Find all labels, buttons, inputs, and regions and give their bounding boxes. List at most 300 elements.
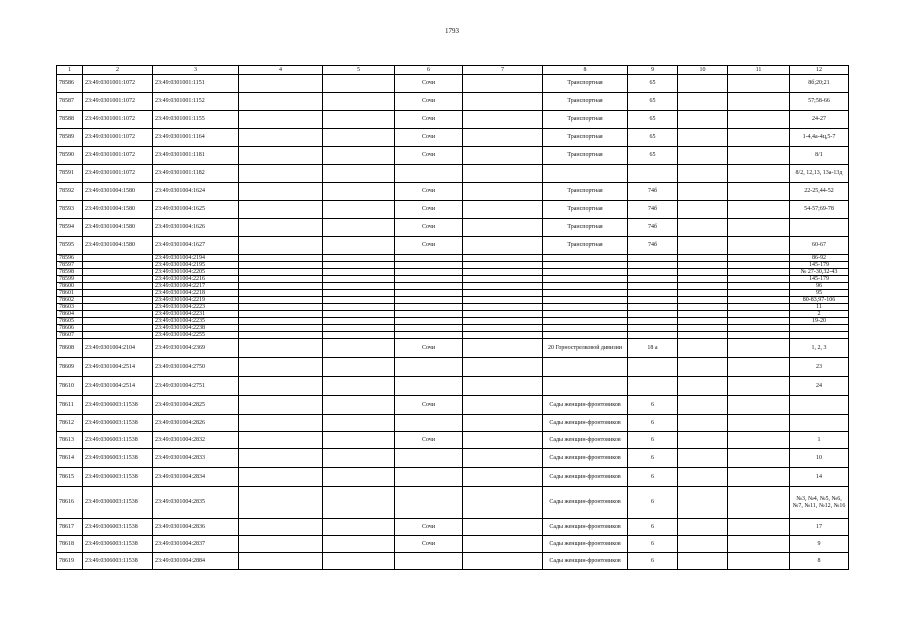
table-row xyxy=(57,487,849,519)
table-row xyxy=(57,432,849,449)
table-cell xyxy=(395,332,463,339)
table-cell xyxy=(678,325,728,332)
table-cell: 6 xyxy=(628,487,678,519)
table-row xyxy=(57,93,849,111)
table-cell xyxy=(239,468,323,487)
table-cell xyxy=(463,297,543,304)
table-cell: 78595 xyxy=(57,237,83,255)
table-cell xyxy=(678,377,728,396)
table-cell xyxy=(463,311,543,318)
table-cell xyxy=(83,255,153,262)
table-cell xyxy=(628,255,678,262)
table-cell xyxy=(83,304,153,311)
table-cell: 8б;20;21 xyxy=(790,75,849,93)
table-cell: 65 xyxy=(628,75,678,93)
table-row xyxy=(57,415,849,432)
table-cell xyxy=(678,297,728,304)
table-cell xyxy=(395,318,463,325)
table-cell: 23:49:0301004:2514 xyxy=(83,358,153,377)
table-cell xyxy=(463,339,543,358)
table-cell: 1 xyxy=(790,432,849,449)
table-cell xyxy=(543,262,628,269)
table-cell xyxy=(728,339,790,358)
table-cell: 23:49:0301001:1181 xyxy=(153,147,239,165)
table-cell: 23:49:0301001:1072 xyxy=(83,129,153,147)
table-cell: 74б xyxy=(628,237,678,255)
table-row xyxy=(57,255,849,262)
table-cell: 23:49:0301004:2750 xyxy=(153,358,239,377)
table-cell xyxy=(463,276,543,283)
table-cell xyxy=(463,519,543,536)
table-cell: 78616 xyxy=(57,487,83,519)
table-cell xyxy=(323,297,395,304)
table-cell: 22-25,44-52 xyxy=(790,183,849,201)
table-cell xyxy=(678,339,728,358)
table-cell: 23:49:0301004:2833 xyxy=(153,449,239,468)
table-cell: 23:49:0306003:11538 xyxy=(83,396,153,415)
table-cell: 23:49:0301004:2205 xyxy=(153,269,239,276)
table-cell xyxy=(728,396,790,415)
table-row xyxy=(57,269,849,276)
table-cell: 78617 xyxy=(57,519,83,536)
table-cell xyxy=(678,262,728,269)
table-cell: 17 xyxy=(790,519,849,536)
table-cell: 78614 xyxy=(57,449,83,468)
table-cell xyxy=(463,396,543,415)
table-cell xyxy=(463,487,543,519)
table-cell xyxy=(543,255,628,262)
table-cell xyxy=(543,276,628,283)
table-cell xyxy=(239,237,323,255)
table-row xyxy=(57,304,849,311)
table-cell xyxy=(678,311,728,318)
table-cell xyxy=(239,129,323,147)
table-row xyxy=(57,318,849,325)
table-cell xyxy=(323,377,395,396)
table-cell xyxy=(728,332,790,339)
table-cell xyxy=(678,283,728,290)
table-cell: Сады женщин-фронтовиков xyxy=(543,396,628,415)
table-cell xyxy=(239,304,323,311)
table-cell: 23:49:0301004:2832 xyxy=(153,432,239,449)
table-cell xyxy=(790,415,849,432)
table-cell: 11 xyxy=(790,304,849,311)
table-cell xyxy=(395,449,463,468)
table-cell: Сочи xyxy=(395,201,463,219)
table-cell xyxy=(239,262,323,269)
table-cell xyxy=(239,276,323,283)
table-row xyxy=(57,325,849,332)
table-cell: 6 xyxy=(628,553,678,570)
table-cell xyxy=(463,255,543,262)
table-cell xyxy=(323,339,395,358)
table-cell: 23:49:0301004:1626 xyxy=(153,219,239,237)
table-cell xyxy=(323,311,395,318)
table-cell: 78612 xyxy=(57,415,83,432)
table-cell xyxy=(543,325,628,332)
table-cell: 23:49:0301004:2825 xyxy=(153,396,239,415)
table-cell xyxy=(239,165,323,183)
table-cell: Сочи xyxy=(395,129,463,147)
table-cell xyxy=(463,432,543,449)
table-cell: 145-179 xyxy=(790,276,849,283)
table-cell: 86-92 xyxy=(790,255,849,262)
table-cell xyxy=(678,468,728,487)
table-cell xyxy=(395,487,463,519)
table-row xyxy=(57,147,849,165)
table-cell xyxy=(463,415,543,432)
table-cell xyxy=(395,553,463,570)
table-cell xyxy=(463,111,543,129)
table-cell: № 27-30,32-43 xyxy=(790,269,849,276)
table-cell xyxy=(83,318,153,325)
table-cell: 78602 xyxy=(57,297,83,304)
table-cell: Сочи xyxy=(395,183,463,201)
table-cell xyxy=(463,290,543,297)
table-cell xyxy=(463,377,543,396)
table-cell xyxy=(395,304,463,311)
table-cell: 65 xyxy=(628,129,678,147)
table-cell xyxy=(678,536,728,553)
table-cell: 60-67 xyxy=(790,237,849,255)
table-cell xyxy=(239,339,323,358)
table-row xyxy=(57,183,849,201)
table-cell: 20 Горнострелковой дивизии xyxy=(543,339,628,358)
table-row xyxy=(57,219,849,237)
table-cell: 78618 xyxy=(57,536,83,553)
table-cell: 23 xyxy=(790,358,849,377)
table-cell: 145-179 xyxy=(790,262,849,269)
table-row xyxy=(57,519,849,536)
table-cell: 23:49:0301004:2223 xyxy=(153,304,239,311)
table-cell xyxy=(678,219,728,237)
table-row xyxy=(57,75,849,93)
table-cell: 78590 xyxy=(57,147,83,165)
table-cell xyxy=(463,269,543,276)
table-cell: Сочи xyxy=(395,93,463,111)
table-cell: Транспортная xyxy=(543,75,628,93)
header-row xyxy=(57,66,849,75)
table-cell xyxy=(463,468,543,487)
table-cell xyxy=(678,201,728,219)
table-cell xyxy=(463,165,543,183)
table-cell: 78594 xyxy=(57,219,83,237)
table-cell: 6 xyxy=(628,519,678,536)
table-cell xyxy=(678,358,728,377)
table-cell xyxy=(463,325,543,332)
table-cell xyxy=(239,290,323,297)
column-header: 4 xyxy=(239,66,323,75)
table-cell: 78588 xyxy=(57,111,83,129)
table-cell: 23:49:0301004:1580 xyxy=(83,237,153,255)
table-cell xyxy=(323,487,395,519)
table-cell: 23:49:0301004:2514 xyxy=(83,377,153,396)
table-cell: 78593 xyxy=(57,201,83,219)
table-cell: 78596 xyxy=(57,255,83,262)
table-cell: Транспортная xyxy=(543,183,628,201)
table-cell xyxy=(728,297,790,304)
table-cell xyxy=(395,325,463,332)
table-cell xyxy=(728,269,790,276)
table-cell xyxy=(239,325,323,332)
table-cell xyxy=(728,237,790,255)
table-cell xyxy=(395,415,463,432)
table-cell xyxy=(628,332,678,339)
table-cell: 23:49:0306003:11538 xyxy=(83,449,153,468)
table-row xyxy=(57,262,849,269)
table-cell: 23:49:0301004:2231 xyxy=(153,311,239,318)
table-cell: 23:49:0301001:1182 xyxy=(153,165,239,183)
table-row xyxy=(57,165,849,183)
table-row xyxy=(57,237,849,255)
table-cell xyxy=(323,553,395,570)
table-cell xyxy=(678,396,728,415)
table-cell xyxy=(728,111,790,129)
table-cell xyxy=(728,468,790,487)
table-cell xyxy=(463,304,543,311)
table-cell xyxy=(395,165,463,183)
column-header: 10 xyxy=(678,66,728,75)
table-row xyxy=(57,339,849,358)
table-cell xyxy=(543,165,628,183)
table-cell xyxy=(323,318,395,325)
table-cell xyxy=(728,325,790,332)
table-cell xyxy=(323,432,395,449)
table-cell xyxy=(678,269,728,276)
table-cell xyxy=(678,165,728,183)
table-cell xyxy=(790,396,849,415)
table-cell xyxy=(543,377,628,396)
table-cell: 78603 xyxy=(57,304,83,311)
table-cell: 78589 xyxy=(57,129,83,147)
table-row xyxy=(57,297,849,304)
table-cell xyxy=(628,297,678,304)
table-cell: 65 xyxy=(628,111,678,129)
table-cell xyxy=(323,255,395,262)
table-cell xyxy=(239,536,323,553)
table-cell: 23:49:0301001:1072 xyxy=(83,165,153,183)
table-row xyxy=(57,449,849,468)
table-cell: 78599 xyxy=(57,276,83,283)
table-cell xyxy=(678,290,728,297)
table-cell xyxy=(239,415,323,432)
table-cell xyxy=(463,283,543,290)
table-cell: 24-27 xyxy=(790,111,849,129)
table-cell: 96 xyxy=(790,283,849,290)
table-cell xyxy=(395,311,463,318)
table-cell: 23:49:0301004:2216 xyxy=(153,276,239,283)
table-cell: Сочи xyxy=(395,432,463,449)
table-cell: 23:49:0301004:1624 xyxy=(153,183,239,201)
table-cell xyxy=(395,269,463,276)
table-cell xyxy=(678,553,728,570)
table-cell xyxy=(463,129,543,147)
table-cell xyxy=(323,111,395,129)
table-cell xyxy=(239,283,323,290)
table-cell: 78587 xyxy=(57,93,83,111)
table-cell xyxy=(543,358,628,377)
table-row xyxy=(57,111,849,129)
table-cell xyxy=(543,269,628,276)
table-cell xyxy=(83,311,153,318)
table-cell: 23:49:0301004:2194 xyxy=(153,255,239,262)
table-cell: Сочи xyxy=(395,396,463,415)
table-cell xyxy=(463,262,543,269)
table-cell: 57;58-66 xyxy=(790,93,849,111)
table-cell: 23:49:0306003:11538 xyxy=(83,487,153,519)
table-cell: 23:49:0306003:11538 xyxy=(83,432,153,449)
table-cell xyxy=(543,318,628,325)
table-cell xyxy=(239,519,323,536)
table-cell xyxy=(239,183,323,201)
table-cell xyxy=(323,415,395,432)
table-cell: Сады женщин-фронтовиков xyxy=(543,553,628,570)
table-cell xyxy=(728,290,790,297)
table-cell: 6 xyxy=(628,415,678,432)
table-cell xyxy=(323,93,395,111)
table-cell: 78609 xyxy=(57,358,83,377)
table-cell: 6 xyxy=(628,432,678,449)
table-cell: Транспортная xyxy=(543,129,628,147)
table-cell xyxy=(628,358,678,377)
table-cell: 23:49:0301001:1152 xyxy=(153,93,239,111)
table-cell xyxy=(678,93,728,111)
table-cell xyxy=(678,75,728,93)
table-cell xyxy=(628,165,678,183)
table-cell xyxy=(83,276,153,283)
table-cell xyxy=(628,318,678,325)
table-cell xyxy=(83,332,153,339)
table-cell xyxy=(323,276,395,283)
table-cell: 23:49:0301004:1625 xyxy=(153,201,239,219)
table-cell: Сады женщин-фронтовиков xyxy=(543,415,628,432)
table-cell: 24 xyxy=(790,377,849,396)
table-cell xyxy=(239,201,323,219)
table-cell: 23:49:0301004:1580 xyxy=(83,219,153,237)
table-cell xyxy=(239,75,323,93)
table-cell: Сочи xyxy=(395,219,463,237)
table-cell xyxy=(83,269,153,276)
table-cell: 78619 xyxy=(57,553,83,570)
table-cell: Сочи xyxy=(395,75,463,93)
table-cell xyxy=(728,415,790,432)
table-row xyxy=(57,290,849,297)
table-cell xyxy=(239,255,323,262)
table-cell xyxy=(463,201,543,219)
table-cell xyxy=(543,304,628,311)
table-cell xyxy=(678,332,728,339)
table-cell xyxy=(323,283,395,290)
table-cell xyxy=(728,311,790,318)
table-cell: Сочи xyxy=(395,519,463,536)
table-cell xyxy=(678,276,728,283)
table-cell xyxy=(239,111,323,129)
table-cell xyxy=(323,219,395,237)
table-cell xyxy=(628,269,678,276)
table-cell xyxy=(395,283,463,290)
table-cell xyxy=(728,75,790,93)
table-cell: 2 xyxy=(790,311,849,318)
column-header: 6 xyxy=(395,66,463,75)
table-cell: 23:49:0301004:2826 xyxy=(153,415,239,432)
table-cell: 23:49:0301004:2884 xyxy=(153,553,239,570)
table-row xyxy=(57,276,849,283)
table-cell: 1, 2, 3 xyxy=(790,339,849,358)
table-cell: 6 xyxy=(628,468,678,487)
table-cell: Сочи xyxy=(395,339,463,358)
table-cell xyxy=(323,237,395,255)
table-cell xyxy=(728,276,790,283)
table-cell xyxy=(628,304,678,311)
table-cell xyxy=(678,255,728,262)
table-cell: 23:49:0301004:2238 xyxy=(153,325,239,332)
table-row xyxy=(57,536,849,553)
table-cell: 23:49:0301001:1072 xyxy=(83,111,153,129)
table-cell xyxy=(323,468,395,487)
table-cell xyxy=(728,255,790,262)
table-cell xyxy=(463,449,543,468)
table-cell xyxy=(543,297,628,304)
page-number: 1793 xyxy=(445,27,459,35)
table-cell xyxy=(239,432,323,449)
table-cell: 78591 xyxy=(57,165,83,183)
column-header: 3 xyxy=(153,66,239,75)
table-cell xyxy=(728,487,790,519)
table-cell xyxy=(543,283,628,290)
table-cell: Транспортная xyxy=(543,111,628,129)
table-cell xyxy=(463,553,543,570)
table-cell: 74б xyxy=(628,219,678,237)
table-cell: 78601 xyxy=(57,290,83,297)
table-row xyxy=(57,201,849,219)
table-cell xyxy=(728,283,790,290)
column-header: 2 xyxy=(83,66,153,75)
table-cell xyxy=(728,201,790,219)
table-cell xyxy=(728,449,790,468)
table-cell: 19-20 xyxy=(790,318,849,325)
table-cell xyxy=(395,358,463,377)
table-cell xyxy=(323,165,395,183)
table-cell xyxy=(628,290,678,297)
table-cell: 80-83,97-106 xyxy=(790,297,849,304)
table-cell xyxy=(83,283,153,290)
table-cell: 23:49:0306003:11538 xyxy=(83,536,153,553)
table-cell xyxy=(323,129,395,147)
table-cell: 23:49:0301001:1072 xyxy=(83,93,153,111)
table-cell xyxy=(239,297,323,304)
table-cell: 23:49:0306003:11538 xyxy=(83,519,153,536)
table-cell xyxy=(543,311,628,318)
table-row xyxy=(57,396,849,415)
table-cell: 23:49:0301001:1164 xyxy=(153,129,239,147)
table-row xyxy=(57,468,849,487)
table-cell: 23:49:0301004:2835 xyxy=(153,487,239,519)
table-cell xyxy=(728,536,790,553)
table-cell xyxy=(395,290,463,297)
table-row xyxy=(57,283,849,290)
table-cell xyxy=(323,262,395,269)
table-cell xyxy=(628,377,678,396)
table-cell: 8/2, 12,13, 13а-13д xyxy=(790,165,849,183)
table-cell xyxy=(543,290,628,297)
table-cell xyxy=(728,219,790,237)
column-header: 1 xyxy=(57,66,83,75)
table-cell xyxy=(323,536,395,553)
table-cell: 14 xyxy=(790,468,849,487)
table-cell xyxy=(239,219,323,237)
table-cell: 78604 xyxy=(57,311,83,318)
cadastral-table xyxy=(56,65,849,570)
